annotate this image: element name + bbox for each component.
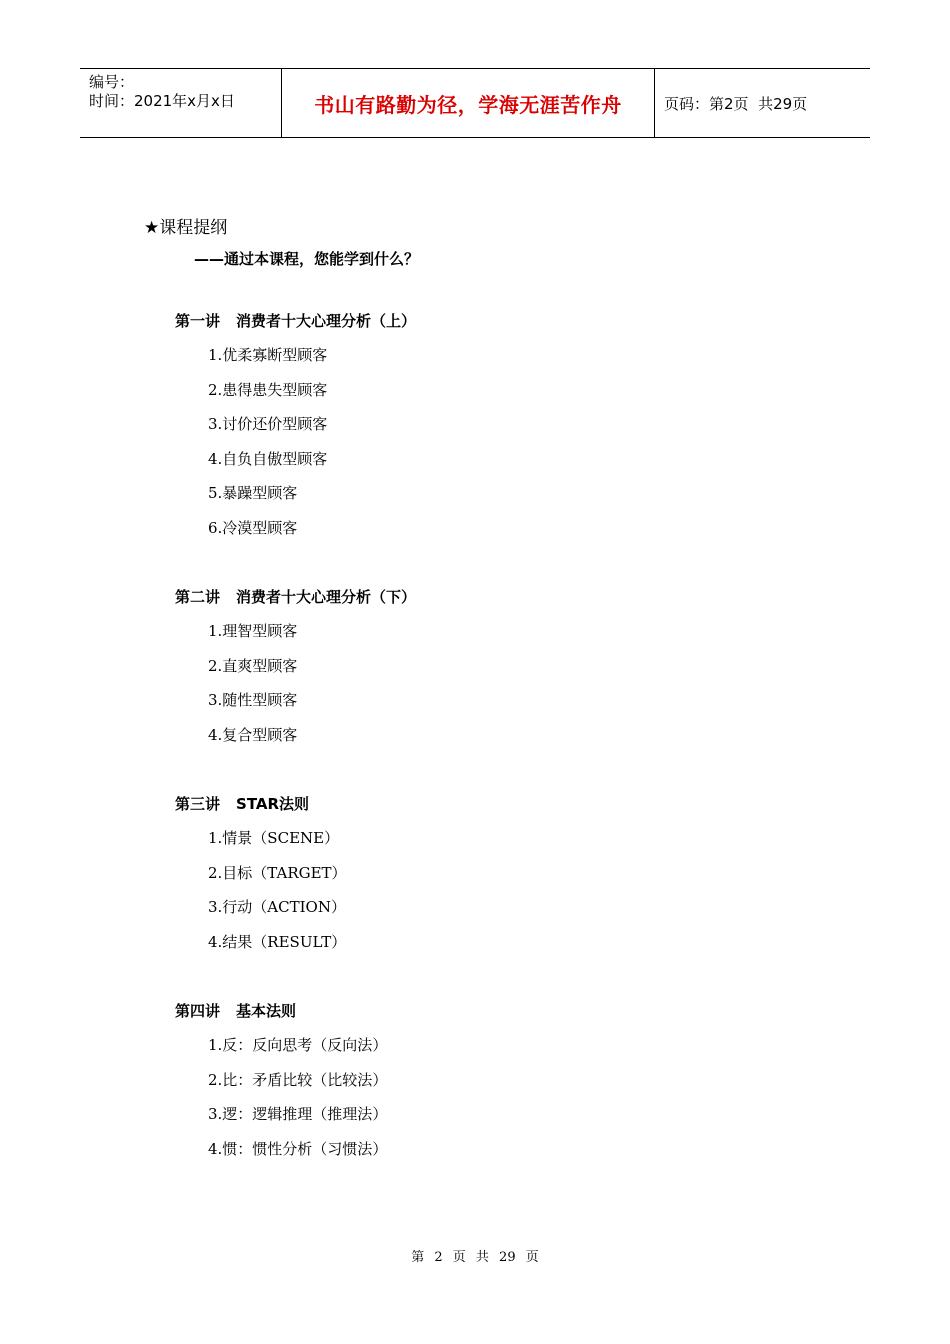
lecture-number: 第二讲: [175, 588, 221, 606]
lecture-number: 第四讲: [175, 1002, 221, 1020]
lecture-name: 消费者十大心理分析（上）: [236, 312, 417, 330]
lecture-item: 4.结果（RESULT）: [208, 933, 347, 951]
lecture-item: 4.复合型顾客: [208, 726, 298, 744]
lecture-item: 5.暴躁型顾客: [208, 484, 298, 502]
header-left-cell: [80, 69, 282, 137]
page-footer: 第 2 页 共 29 页: [411, 1250, 539, 1265]
number-label: 编号：: [89, 73, 135, 91]
header-page-info: 页码：第2页 共29页: [664, 94, 808, 113]
lecture-heading: [175, 1000, 296, 1021]
outline-subtitle: ——通过本课程，您能学到什么？: [194, 250, 420, 268]
lecture-item: 3.随性型顾客: [208, 691, 298, 709]
lecture-item: 4.惯：惯性分析（习惯法）: [208, 1140, 388, 1158]
lecture-item: 2.患得患失型顾客: [208, 381, 328, 399]
lecture-name: 基本法则: [236, 1002, 297, 1020]
lecture-item: 1.情景（SCENE）: [208, 829, 340, 847]
lecture-heading: [175, 310, 416, 331]
lecture-item: 1.反：反向思考（反向法）: [208, 1036, 388, 1054]
lecture-item: 3.行动（ACTION）: [208, 898, 346, 916]
lecture-heading: [175, 586, 416, 607]
lecture-item: 2.直爽型顾客: [208, 657, 298, 675]
lecture-item: 3.逻：逻辑推理（推理法）: [208, 1105, 388, 1123]
page-header: [80, 68, 870, 138]
header-motto-cell: [282, 69, 655, 137]
outline-title: ★课程提纲: [144, 218, 228, 238]
lecture-name: 消费者十大心理分析（下）: [236, 588, 417, 606]
lecture-item: 1.理智型顾客: [208, 622, 298, 640]
lecture-item: 6.冷漠型顾客: [208, 519, 298, 537]
lecture-item: 2.目标（TARGET）: [208, 864, 347, 882]
lecture-number: 第一讲: [175, 312, 221, 330]
motto-text: 书山有路勤为径，学海无涯苦作舟: [314, 92, 622, 117]
lecture-number: 第三讲: [175, 795, 221, 813]
header-page-cell: [655, 69, 870, 137]
time-label: 时间：2021年x月x日: [89, 92, 235, 110]
lecture-heading: [175, 793, 309, 814]
lecture-item: 1.优柔寡断型顾客: [208, 346, 328, 364]
lecture-name: STAR法则: [236, 795, 310, 813]
lecture-item: 4.自负自傲型顾客: [208, 450, 328, 468]
lecture-item: 2.比：矛盾比较（比较法）: [208, 1071, 388, 1089]
lecture-item: 3.讨价还价型顾客: [208, 415, 328, 433]
